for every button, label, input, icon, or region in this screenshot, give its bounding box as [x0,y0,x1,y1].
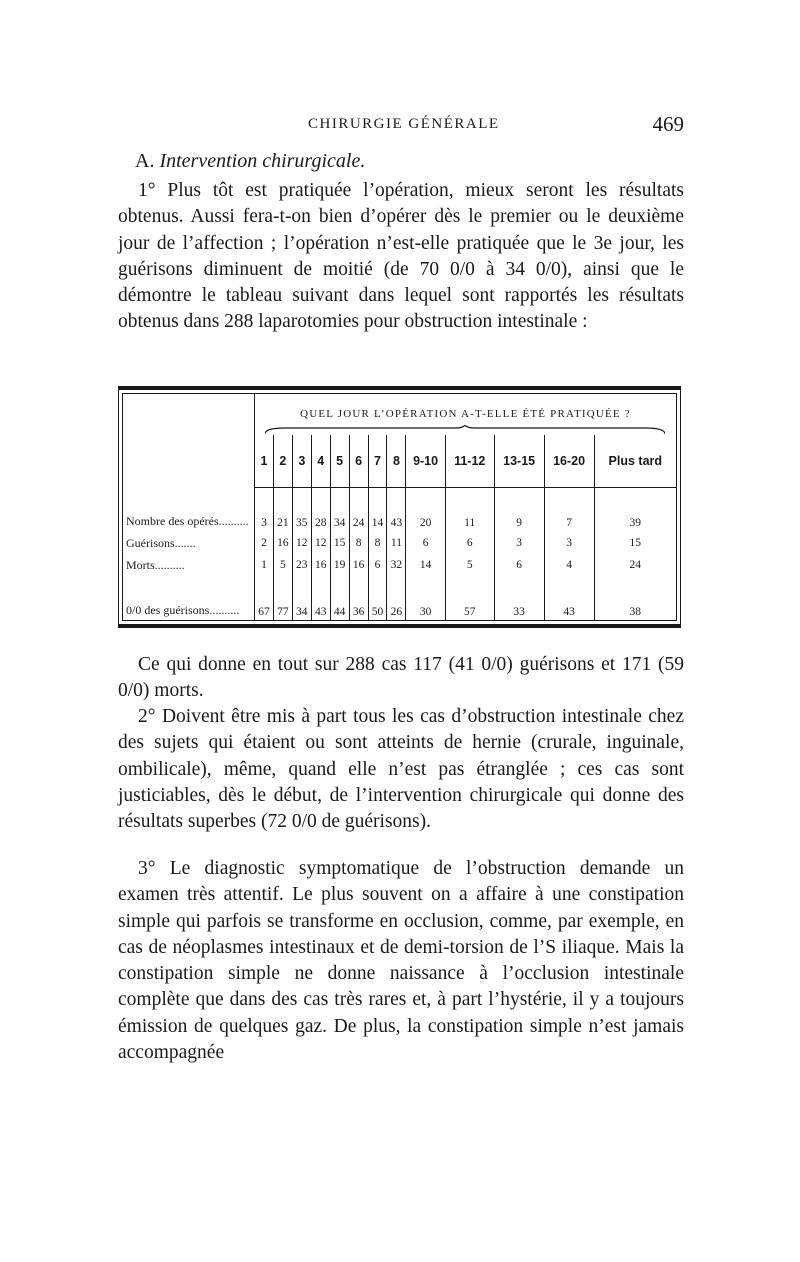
page-number: 469 [652,112,684,136]
column-header: 2 [273,435,292,488]
column-header: 11-12 [445,435,494,488]
table-cell: 8 [349,531,368,554]
table-cell: 11 [445,488,494,532]
table-cell: 67 [255,577,274,620]
table-cell: 1 [255,554,274,577]
column-header: 5 [330,435,349,488]
column-header: Plus tard [594,435,676,488]
column-header: 16-20 [544,435,594,488]
table-cell: 77 [273,577,292,620]
table-cell: 3 [494,531,544,554]
table-cell: 28 [311,488,330,532]
row-label: Guérisons....... [123,531,255,554]
table-cell: 3 [255,488,274,532]
table-cell: 5 [445,554,494,577]
section-title: Intervention chirurgicale. [159,150,366,172]
table-row [123,554,676,577]
table-cell: 16 [349,554,368,577]
table-cell: 24 [349,488,368,532]
column-header: 8 [387,435,406,488]
table-cell: 6 [445,531,494,554]
row-label: Morts.......... [123,554,255,577]
table-cell: 12 [292,531,311,554]
table-cell: 34 [292,577,311,620]
column-header: 7 [368,435,387,488]
table-cell: 7 [544,488,594,532]
row-label: 0/0 des guérisons.......... [123,577,255,620]
table-cell: 43 [311,577,330,620]
table-cell: 15 [330,531,349,554]
column-header: 13-15 [494,435,544,488]
table-cell: 14 [368,488,387,532]
table-cell: 43 [544,577,594,620]
table-caption: QUEL JOUR L’OPÉRATION A-T-ELLE ÉTÉ PRATIQUÉE ? [255,394,677,435]
row-label: Nombre des opérés.......... [123,488,255,532]
table-row [123,488,676,532]
table-cell: 4 [544,554,594,577]
brace-icon [265,425,665,435]
table-cell: 9 [494,488,544,532]
table-row [123,577,676,620]
section-label: A. [135,150,155,172]
table-cell: 23 [292,554,311,577]
table-cell: 36 [349,577,368,620]
paragraph-2: Ce qui donne en tout sur 288 cas 117 (41 0/0) guérisons et 171 (59 0/0) morts. [118,654,684,702]
column-header: 9-10 [406,435,445,488]
table-cell: 14 [406,554,445,577]
column-header: 4 [311,435,330,488]
table-cell: 20 [406,488,445,532]
table-cell: 39 [594,488,676,532]
table-cell: 50 [368,577,387,620]
table-cell: 19 [330,554,349,577]
table-cell: 24 [594,554,676,577]
table-cell: 5 [273,554,292,577]
table-cell: 57 [445,577,494,620]
paragraph-1: 1° Plus tôt est pratiquée l’opération, mieux seront les résultats obtenus. Aussi fera-t-on bien d’opérer dès le premier ou le deuxième jour de l’affection ; l’opération n’est-elle pratiquée que le 3e jour, les guérisons diminuent de moitié (de 70 0/0 à 34 0/0), ainsi que le démontre le tableau suivant dans lequel sont rapportés les résultats obtenus dans 288 laparotomies pour obstruction intestinale : [118,180,684,333]
table-cell: 8 [368,531,387,554]
table-cell: 30 [406,577,445,620]
table-cell: 43 [387,488,406,532]
table-cell: 6 [368,554,387,577]
section-heading [135,150,365,173]
column-header: 6 [349,435,368,488]
table-cell: 11 [387,531,406,554]
table-cell: 6 [406,531,445,554]
table-cell: 12 [311,531,330,554]
table-cell: 32 [387,554,406,577]
table-cell: 35 [292,488,311,532]
table-cell: 16 [311,554,330,577]
table-corner [123,394,255,488]
table-cell: 34 [330,488,349,532]
table-cell: 26 [387,577,406,620]
column-header: 1 [255,435,274,488]
table-cell: 16 [273,531,292,554]
running-title: CHIRURGIE GÉNÉRALE [308,116,500,132]
paragraph-4: 3° Le diagnostic symptomatique de l’obstruction demande un examen très attentif. Le plus souvent on a affaire à une constipation simple qui parfois se transforme en occlusion, comme, par exemple, en cas de néoplasmes intestinaux et de demi-torsion de l’S iliaque. Mais la constipation simple ne donne naissance à l’occlusion intestinale complète que dans des cas très rares et, à part l’hystérie, il y a toujours émission de quelques gaz. De plus, la constipation simple n’est jamais accompagnée [118,858,684,1064]
column-header: 3 [292,435,311,488]
table-cell: 6 [494,554,544,577]
table-cell: 15 [594,531,676,554]
table-cell: 21 [273,488,292,532]
table-cell: 2 [255,531,274,554]
table-cell: 38 [594,577,676,620]
page-header [118,112,684,142]
table-cell: 44 [330,577,349,620]
results-table [118,386,681,628]
table-cell: 33 [494,577,544,620]
paragraph-3: 2° Doivent être mis à part tous les cas d’obstruction intestinale chez des sujets qui étaient ou sont atteints de hernie (crurale, inguinale, ombilicale), même, quand elle n’est pas étranglée ; ces cas sont justiciables, dès le début, de l’intervention chirurgicale qui donne des résultats superbes (72 0/0 de guérisons). [118,706,684,833]
table-row [123,531,676,554]
table-cell: 3 [544,531,594,554]
